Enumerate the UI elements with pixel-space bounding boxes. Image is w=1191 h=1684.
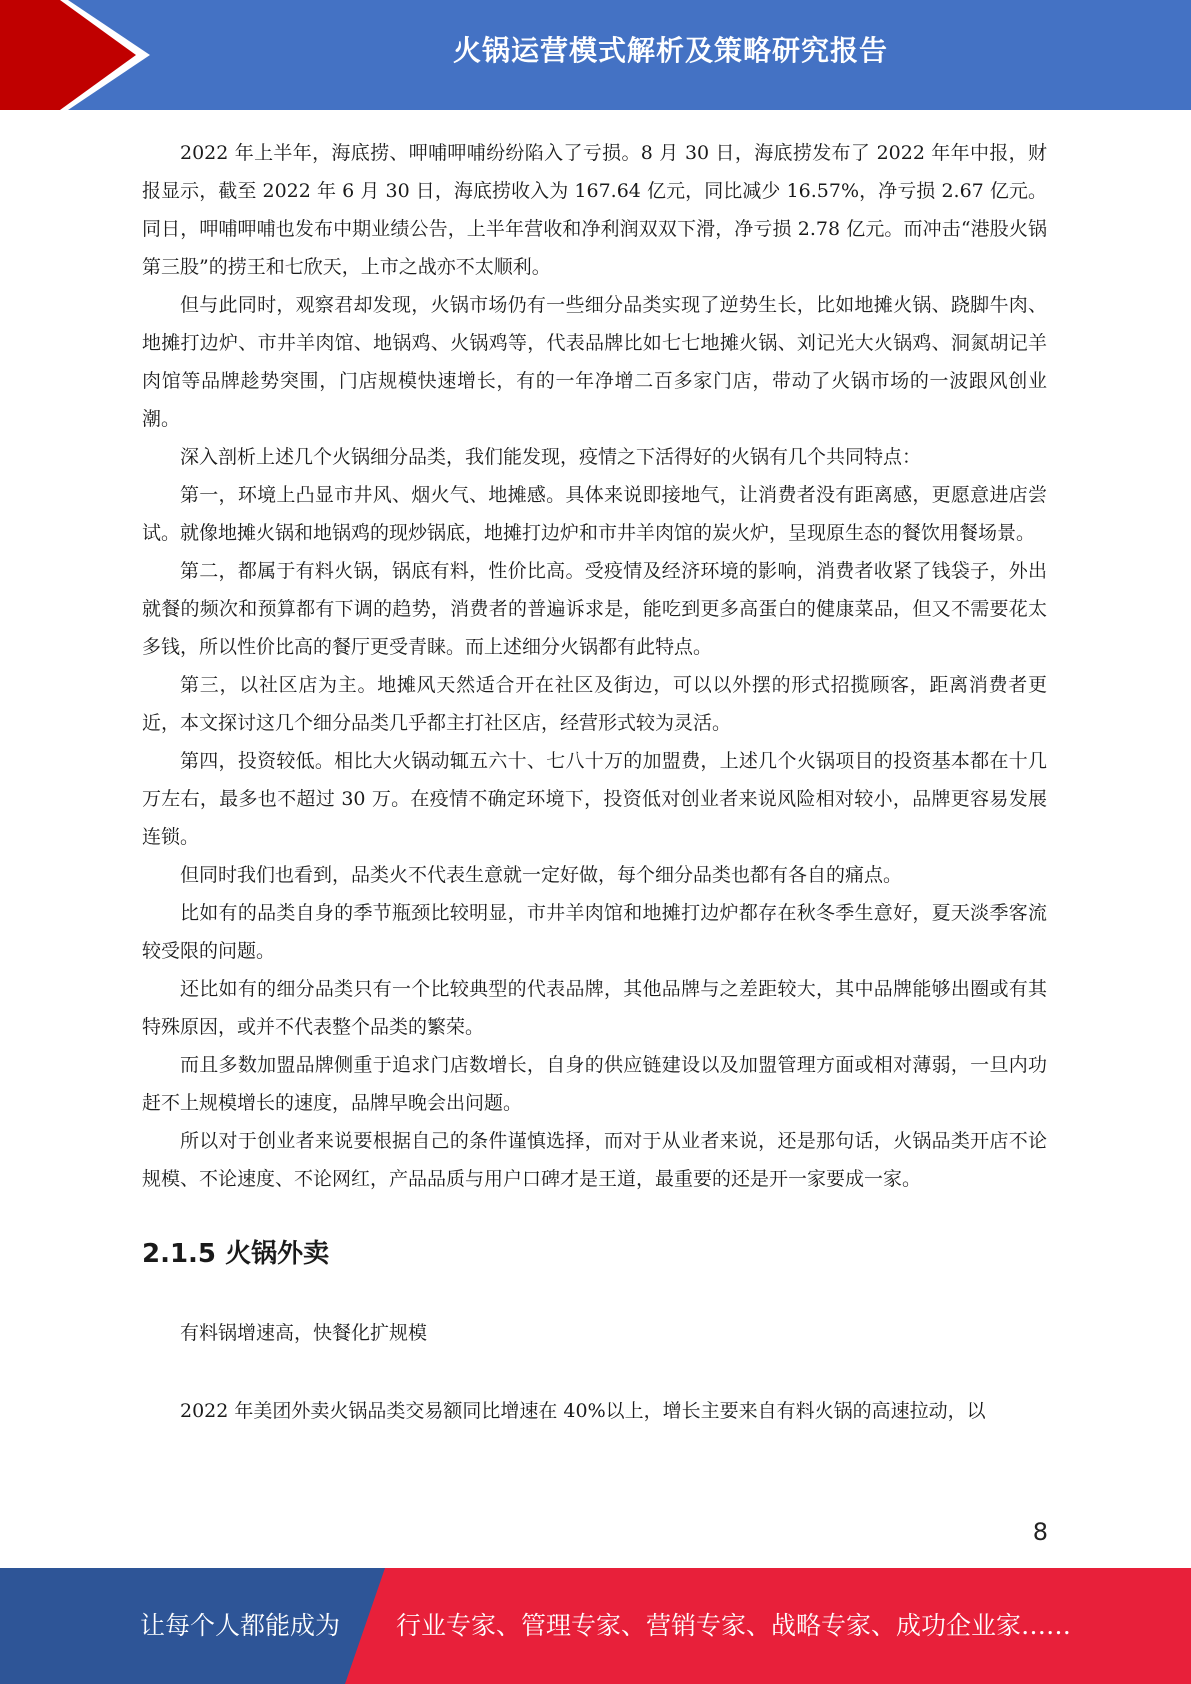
page-content xyxy=(142,134,1047,1430)
page-header xyxy=(0,0,1191,110)
paragraph: 而且多数加盟品牌侧重于追求门店数增长，自身的供应链建设以及加盟管理方面或相对薄弱，一旦内功赶不上规模增长的速度，品牌早晚会出问题。 xyxy=(142,1054,1047,1114)
section-heading: 2.1.5 火锅外卖 xyxy=(142,1239,330,1269)
report-title: 火锅运营模式解析及策略研究报告 xyxy=(452,34,888,67)
paragraph: 比如有的品类自身的季节瓶颈比较明显，市井羊肉馆和地摊打边炉都存在秋冬季生意好，夏天淡季客流较受限的问题。 xyxy=(142,902,1047,962)
paragraph: 第三，以社区店为主。地摊风天然适合开在社区及街边，可以以外摆的形式招揽顾客，距离消费者更近，本文探讨这几个细分品类几乎都主打社区店，经营形式较为灵活。 xyxy=(142,674,1047,734)
paragraph: 第二，都属于有料火锅，锅底有料，性价比高。受疫情及经济环境的影响，消费者收紧了钱袋子，外出就餐的频次和预算都有下调的趋势，消费者的普遍诉求是，能吃到更多高蛋白的健康菜品，但又不需要花太多钱，所以性价比高的餐厅更受青睐。而上述细分火锅都有此特点。 xyxy=(142,560,1047,658)
footer-slogan-right: 行业专家、管理专家、营销专家、战略专家、成功企业家…… xyxy=(396,1611,1072,1640)
paragraph: 第四，投资较低。相比大火锅动辄五六十、七八十万的加盟费，上述几个火锅项目的投资基本都在十几万左右，最多也不超过 30 万。在疫情不确定环境下，投资低对创业者来说风险相对较小，品牌更容易发展连锁。 xyxy=(142,750,1047,848)
page-footer xyxy=(0,1568,1191,1684)
paragraph: 所以对于创业者来说要根据自己的条件谨慎选择，而对于从业者来说，还是那句话，火锅品类开店不论规模、不论速度、不论网红，产品品质与用户口碑才是王道，最重要的还是开一家要成一家。 xyxy=(142,1130,1047,1190)
paragraph: 但同时我们也看到，品类火不代表生意就一定好做，每个细分品类也都有各自的痛点。 xyxy=(180,864,903,886)
paragraph: 深入剖析上述几个火锅细分品类，我们能发现，疫情之下活得好的火锅有几个共同特点： xyxy=(180,446,922,468)
paragraph: 但与此同时，观察君却发现，火锅市场仍有一些细分品类实现了逆势生长，比如地摊火锅、跷脚牛肉、地摊打边炉、市井羊肉馆、地锅鸡、火锅鸡等，代表品牌比如七七地摊火锅、刘记光大火锅鸡、洞氮胡记羊肉馆等品牌趁势突围，门店规模快速增长，有的一年净增二百多家门店，带动了火锅市场的一波跟风创业潮。 xyxy=(142,294,1047,430)
paragraph: 还比如有的细分品类只有一个比较典型的代表品牌，其他品牌与之差距较大，其中品牌能够出圈或有其特殊原因，或并不代表整个品类的繁荣。 xyxy=(142,978,1047,1038)
paragraph: 第一，环境上凸显市井风、烟火气、地摊感。具体来说即接地气，让消费者没有距离感，更愿意进店尝试。就像地摊火锅和地锅鸡的现炒锅底，地摊打边炉和市井羊肉馆的炭火炉，呈现原生态的餐饮用餐场景。 xyxy=(142,484,1047,544)
header-arrow-icon xyxy=(0,0,160,110)
section-subtitle: 有料锅增速高，快餐化扩规模 xyxy=(180,1322,428,1344)
paragraph: 2022 年美团外卖火锅品类交易额同比增速在 40%以上，增长主要来自有料火锅的高速拉动，以 xyxy=(180,1400,986,1422)
page-number: 8 xyxy=(1032,1518,1048,1546)
footer-slogan-left: 让每个人都能成为 xyxy=(140,1611,341,1640)
paragraph: 2022 年上半年，海底捞、呷哺呷哺纷纷陷入了亏损。8 月 30 日，海底捞发布了 2022 年年中报，财报显示，截至 2022 年 6 月 30 日，海底捞收入为 167.64 亿元，同比减少 16.57%，净亏损 2.67 亿元。同日，呷哺呷哺也发布中期业绩公告，上半年营收和净利润双双下滑，净亏损 2.78 亿元。而冲击“港股火锅第三股”的捞王和七欣天，上市之战亦不太顺利。 xyxy=(142,142,1047,278)
